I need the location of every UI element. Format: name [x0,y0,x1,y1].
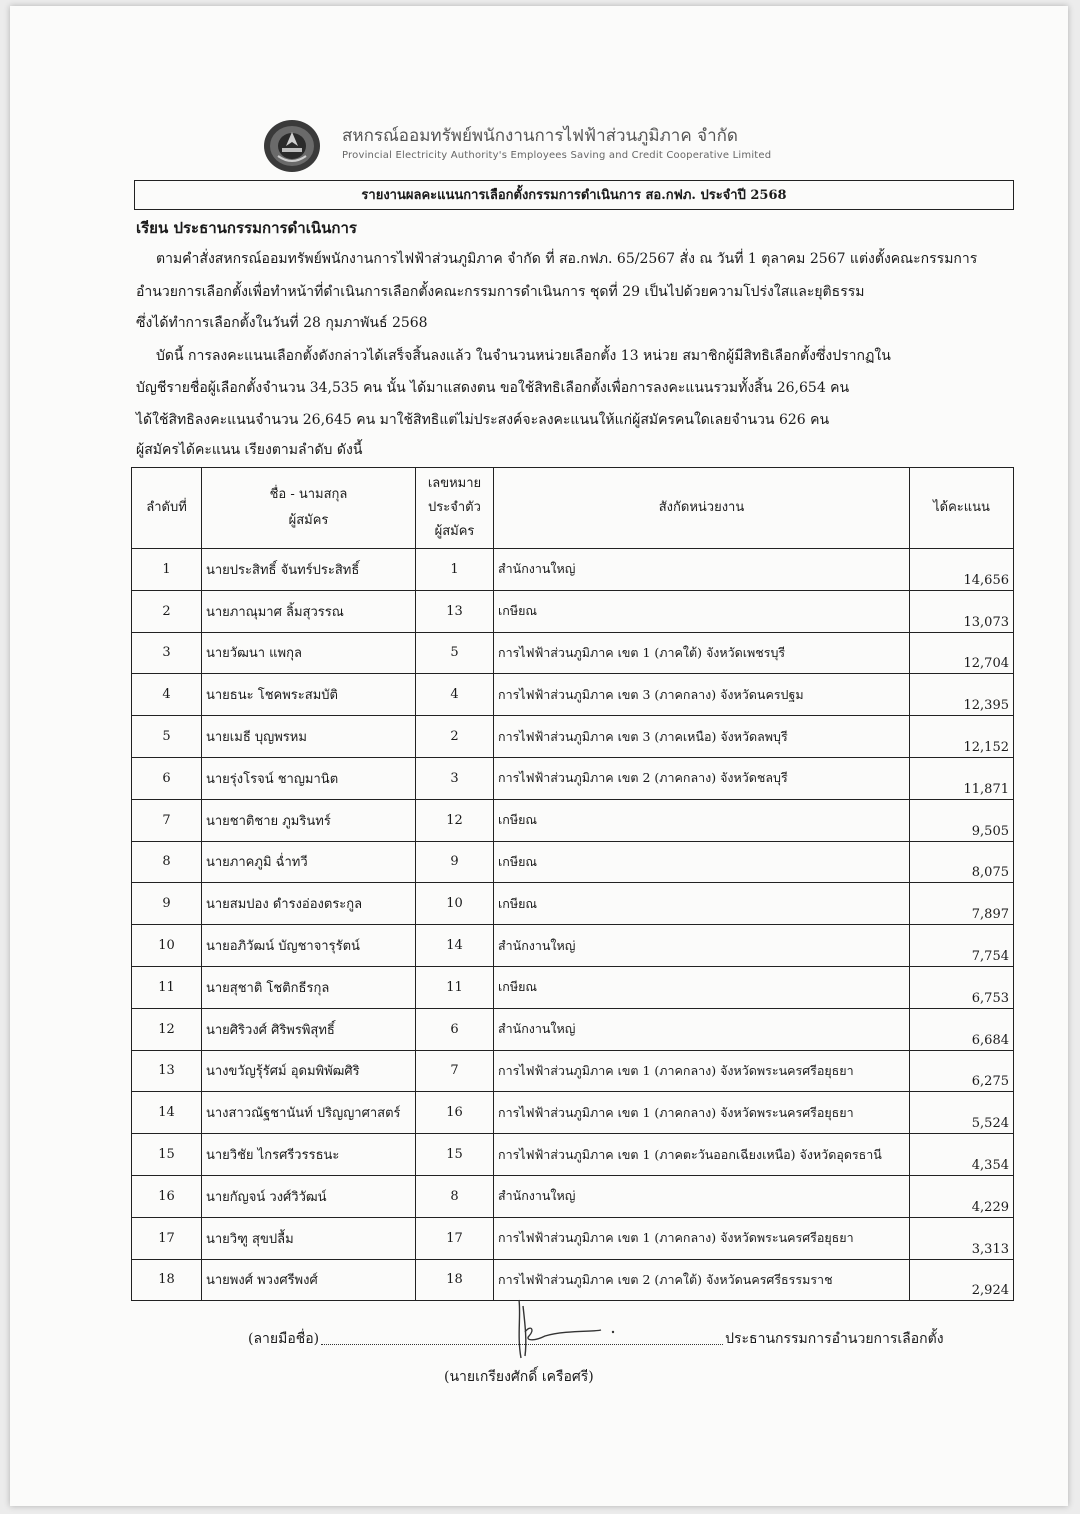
cell-rank: 17 [132,1217,202,1259]
header-name-line2: ผู้สมัคร [288,513,329,528]
cell-name: นายวิฑู สุขปลื้ม [202,1217,416,1259]
cell-candidate-number: 7 [416,1050,494,1092]
cell-name: นายสุชาติ โชติกธีรกุล [202,966,416,1008]
cell-candidate-number: 12 [416,799,494,841]
table-row [132,799,1014,841]
cell-name: นายพงศ์ พวงศรีพงศ์ [202,1259,416,1301]
cell-name: นายวัฒนา แพกุล [202,632,416,674]
header-number [416,468,494,549]
cell-candidate-number: 6 [416,1008,494,1050]
header-number-line2: ประจำตัว [428,500,481,515]
cell-rank: 8 [132,841,202,883]
cell-rank: 9 [132,883,202,925]
cell-score: 13,073 [910,590,1014,632]
cell-unit: การไฟฟ้าส่วนภูมิภาค เขต 1 (ภาคตะวันออกเฉียงเหนือ) จังหวัดอุดรธานี [494,1134,910,1176]
cell-score: 2,924 [910,1259,1014,1301]
cell-candidate-number: 4 [416,674,494,716]
paragraph-line: บัดนี้ การลงคะแนนเลือกตั้งดังกล่าวได้เสร็จสิ้นลงแล้ว ในจำนวนหน่วยเลือกตั้ง 13 หน่วย สมาชิกผู้มีสิทธิเลือกตั้งซึ่งปรากฏใน [156,348,891,364]
header-name [202,468,416,549]
cell-rank: 10 [132,925,202,967]
cell-unit: การไฟฟ้าส่วนภูมิภาค เขต 2 (ภาคใต้) จังหวัดนครศรีธรรมราช [494,1259,910,1301]
cell-score: 12,704 [910,632,1014,674]
cell-rank: 6 [132,757,202,799]
cell-candidate-number: 16 [416,1092,494,1134]
cell-score: 6,753 [910,966,1014,1008]
cell-name: นางสาวณัฐชานันท์ ปริญญาศาสตร์ [202,1092,416,1134]
handwritten-signature [505,1296,645,1366]
table-row [132,549,1014,591]
cell-rank: 1 [132,549,202,591]
cell-unit: เกษียณ [494,590,910,632]
table-row [132,925,1014,967]
cell-name: นางขวัญรุ้รัศม์ อุดมพิพัฒศิริ [202,1050,416,1092]
cell-candidate-number: 11 [416,966,494,1008]
cell-rank: 11 [132,966,202,1008]
cell-rank: 5 [132,716,202,758]
cell-unit: สำนักงานใหญ่ [494,1175,910,1217]
cell-rank: 12 [132,1008,202,1050]
cell-score: 7,754 [910,925,1014,967]
document-page [10,6,1068,1506]
cell-unit: การไฟฟ้าส่วนภูมิภาค เขต 1 (ภาคกลาง) จังหวัดพระนครศรีอยุธยา [494,1092,910,1134]
cell-candidate-number: 8 [416,1175,494,1217]
cell-unit: สำนักงานใหญ่ [494,1008,910,1050]
cell-name: นายรุ่งโรจน์ ชาญมานิต [202,757,416,799]
cell-score: 3,313 [910,1217,1014,1259]
table-row [132,1217,1014,1259]
cell-unit: สำนักงานใหญ่ [494,925,910,967]
table-row [132,883,1014,925]
cell-candidate-number: 14 [416,925,494,967]
table-row [132,757,1014,799]
cell-name: นายเมธี บุญพรหม [202,716,416,758]
cell-name: นายกัญจน์ วงศ์วิวัฒน์ [202,1175,416,1217]
cell-name: นายสมปอง ดำรงอ่องตระกูล [202,883,416,925]
cell-rank: 18 [132,1259,202,1301]
cell-name: นายประสิทธิ์ จันทร์ประสิทธิ์ [202,549,416,591]
cell-unit: การไฟฟ้าส่วนภูมิภาค เขต 1 (ภาคใต้) จังหวัดเพชรบุรี [494,632,910,674]
cell-name: นายชาติชาย ภูมรินทร์ [202,799,416,841]
cell-score: 12,152 [910,716,1014,758]
cell-candidate-number: 3 [416,757,494,799]
table-row [132,1092,1014,1134]
cell-name: นายธนะ โชคพระสมบัติ [202,674,416,716]
table-row [132,1175,1014,1217]
cell-score: 8,075 [910,841,1014,883]
cell-rank: 2 [132,590,202,632]
cell-unit: เกษียณ [494,966,910,1008]
letterhead [262,118,862,178]
cell-name: นายวิชัย ไกรศรีวรรธนะ [202,1134,416,1176]
table-row [132,966,1014,1008]
cell-rank: 4 [132,674,202,716]
cell-score: 11,871 [910,757,1014,799]
header-number-line3: ผู้สมัคร [434,524,475,539]
cell-rank: 14 [132,1092,202,1134]
cell-score: 6,275 [910,1050,1014,1092]
table-header-row [132,468,1014,549]
results-table [131,467,1014,1301]
cell-score: 12,395 [910,674,1014,716]
paragraph-line: ผู้สมัครได้คะแนน เรียงตามลำดับ ดังนี้ [136,442,363,458]
cell-name: นายภาคภูมิ ฉ่ำทวี [202,841,416,883]
cell-candidate-number: 10 [416,883,494,925]
cell-score: 9,505 [910,799,1014,841]
paragraph-line: ซึ่งได้ทำการเลือกตั้งในวันที่ 28 กุมภาพันธ์ 2568 [136,315,428,331]
cell-unit: เกษียณ [494,883,910,925]
cell-rank: 7 [132,799,202,841]
paragraph-line: ได้ใช้สิทธิลงคะแนนจำนวน 26,645 คน มาใช้สิทธิแต่ไม่ประสงค์จะลงคะแนนให้แก่ผู้สมัครคนใดเลยจำนวน 626 คน [136,412,830,428]
cell-unit: การไฟฟ้าส่วนภูมิภาค เขต 3 (ภาคกลาง) จังหวัดนครปฐม [494,674,910,716]
table-row [132,1259,1014,1301]
cell-score: 4,354 [910,1134,1014,1176]
cell-unit: สำนักงานใหญ่ [494,549,910,591]
cell-candidate-number: 9 [416,841,494,883]
cooperative-logo-icon [262,118,322,174]
salutation: เรียน ประธานกรรมการดำเนินการ [136,219,357,237]
paragraph-line: อำนวยการเลือกตั้งเพื่อทำหน้าที่ดำเนินการเลือกตั้งคณะกรรมการดำเนินการ ชุดที่ 29 เป็นไปด้วยความโปร่งใสและยุติธรรม [136,284,865,300]
cell-candidate-number: 17 [416,1217,494,1259]
table-row [132,716,1014,758]
signer-name: (นายเกรียงศักดิ์ เครือศรี) [444,1369,594,1385]
table-row [132,1050,1014,1092]
header-score: ได้คะแนน [910,468,1014,549]
cell-unit: การไฟฟ้าส่วนภูมิภาค เขต 1 (ภาคกลาง) จังหวัดพระนครศรีอยุธยา [494,1050,910,1092]
cell-candidate-number: 15 [416,1134,494,1176]
cell-candidate-number: 2 [416,716,494,758]
table-row [132,841,1014,883]
cell-rank: 3 [132,632,202,674]
table-row [132,590,1014,632]
cell-unit: เกษียณ [494,799,910,841]
cell-score: 4,229 [910,1175,1014,1217]
table-row [132,674,1014,716]
header-unit: สังกัดหน่วยงาน [494,468,910,549]
report-title: รายงานผลคะแนนการเลือกตั้งกรรมการดำเนินการ สอ.กฟภ. ประจำปี 2568 [134,180,1014,210]
cell-name: นายอภิวัฒน์ บัญชาจารุรัตน์ [202,925,416,967]
cell-name: นายศิริวงศ์ ศิริพรพิสุทธิ์ [202,1008,416,1050]
paragraph-line: บัญชีรายชื่อผู้เลือกตั้งจำนวน 34,535 คน นั้น ได้มาแสดงตน ขอใช้สิทธิเลือกตั้งเพื่อการลงคะแนนรวมทั้งสิ้น 26,654 คน [136,380,850,396]
cell-score: 6,684 [910,1008,1014,1050]
cell-unit: เกษียณ [494,841,910,883]
table-row [132,1008,1014,1050]
cell-unit: การไฟฟ้าส่วนภูมิภาค เขต 1 (ภาคกลาง) จังหวัดพระนครศรีอยุธยา [494,1217,910,1259]
org-name-english: Provincial Electricity Authority's Employees Saving and Credit Cooperative Limited [342,150,772,161]
table-body [132,549,1014,1301]
cell-candidate-number: 18 [416,1259,494,1301]
cell-rank: 15 [132,1134,202,1176]
header-number-line1: เลขหมาย [427,476,482,491]
signature-role: ประธานกรรมการอำนวยการเลือกตั้ง [725,1331,944,1347]
cell-name: นายภาณุมาศ ลิ้มสุวรรณ [202,590,416,632]
header-name-line1: ชื่อ - นามสกุล [269,487,348,502]
cell-candidate-number: 1 [416,549,494,591]
signature-prefix: (ลายมือชื่อ) [248,1331,320,1347]
table-row [132,632,1014,674]
cell-score: 7,897 [910,883,1014,925]
cell-rank: 13 [132,1050,202,1092]
org-name-thai: สหกรณ์ออมทรัพย์พนักงานการไฟฟ้าส่วนภูมิภาค จำกัด [342,126,738,146]
header-rank: ลำดับที่ [132,468,202,549]
cell-candidate-number: 5 [416,632,494,674]
cell-candidate-number: 13 [416,590,494,632]
cell-rank: 16 [132,1175,202,1217]
cell-score: 14,656 [910,549,1014,591]
cell-score: 5,524 [910,1092,1014,1134]
cell-unit: การไฟฟ้าส่วนภูมิภาค เขต 2 (ภาคกลาง) จังหวัดชลบุรี [494,757,910,799]
table-row [132,1134,1014,1176]
paragraph-line: ตามคำสั่งสหกรณ์ออมทรัพย์พนักงานการไฟฟ้าส่วนภูมิภาค จำกัด ที่ สอ.กฟภ. 65/2567 สั่ง ณ วันที่ 1 ตุลาคม 2567 แต่งตั้งคณะกรรมการ [156,251,978,267]
cell-unit: การไฟฟ้าส่วนภูมิภาค เขต 3 (ภาคเหนือ) จังหวัดลพบุรี [494,716,910,758]
